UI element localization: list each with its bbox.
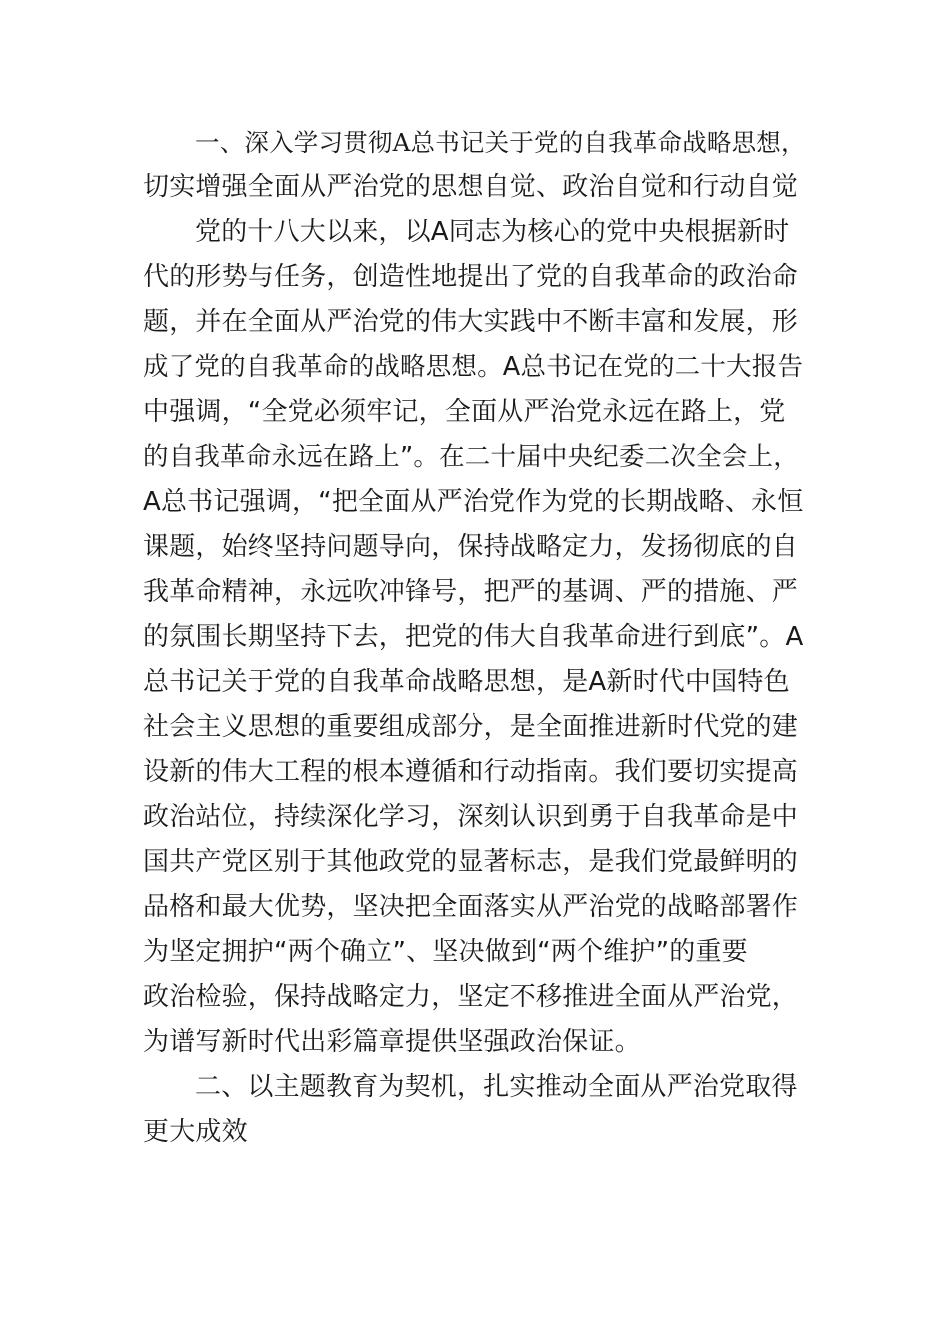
- paragraph-1-line-19: 为谱写新时代出彩篇章提供坚强政治保证。: [143, 1027, 641, 1057]
- paragraph-1-line-15: 国共产党区别于其他政党的显著标志，是我们党最鲜明的: [143, 847, 799, 877]
- heading-2-line-1: 二、以主题教育为契机，扎实推动全面从严治党取得: [195, 1072, 798, 1102]
- paragraph-1-line-14: 政治站位，持续深化学习，深刻认识到勇于自我革命是中: [143, 802, 799, 832]
- paragraph-1-line-9: 我革命精神，永远吹冲锋号，把严的基调、严的措施、严: [143, 577, 799, 607]
- heading-2-line-2: 更大成效: [143, 1117, 248, 1147]
- heading-1-line-2: 切实增强全面从严治党的思想自觉、政治自觉和行动自觉: [143, 172, 799, 202]
- paragraph-1-line-6: 的自我革命永远在路上”。在二十届中央纪委二次全会上，: [143, 442, 799, 472]
- paragraph-1-line-16: 品格和最大优势，坚决把全面落实从严治党的战略部署作: [143, 892, 799, 922]
- paragraph-1-line-18: 政治检验，保持战略定力，坚定不移推进全面从严治党，: [143, 982, 799, 1012]
- paragraph-1-line-8: 课题，始终坚持问题导向，保持战略定力，发扬彻底的自: [143, 532, 799, 562]
- paragraph-1-line-7: A总书记强调，“把全面从严治党作为党的长期战略、永恒: [143, 487, 804, 517]
- paragraph-1-line-3: 题，并在全面从严治党的伟大实践中不断丰富和发展，形: [143, 307, 799, 337]
- paragraph-1-line-12: 社会主义思想的重要组成部分，是全面推进新时代党的建: [143, 712, 799, 742]
- paragraph-1-line-1: 党的十八大以来，以A同志为核心的党中央根据新时: [195, 217, 790, 247]
- paragraph-1-line-17: 为坚定拥护“两个确立”、坚决做到“两个维护”的重要: [143, 937, 748, 967]
- paragraph-1-line-4: 成了党的自我革命的战略思想。A总书记在党的二十大报告: [143, 352, 804, 382]
- paragraph-1-line-13: 设新的伟大工程的根本遵循和行动指南。我们要切实提高: [143, 757, 799, 787]
- paragraph-1-line-11: 总书记关于党的自我革命战略思想，是A新时代中国特色: [143, 667, 790, 697]
- heading-1-line-1: 一、深入学习贯彻A总书记关于党的自我革命战略思想，: [195, 128, 806, 157]
- paragraph-1-line-5: 中强调，“全党必须牢记，全面从严治党永远在路上，党: [143, 397, 786, 427]
- paragraph-1-line-2: 代的形势与任务，创造性地提出了党的自我革命的政治命: [143, 262, 799, 292]
- paragraph-1-line-10: 的氛围长期坚持下去，把党的伟大自我革命进行到底”。A: [143, 622, 804, 652]
